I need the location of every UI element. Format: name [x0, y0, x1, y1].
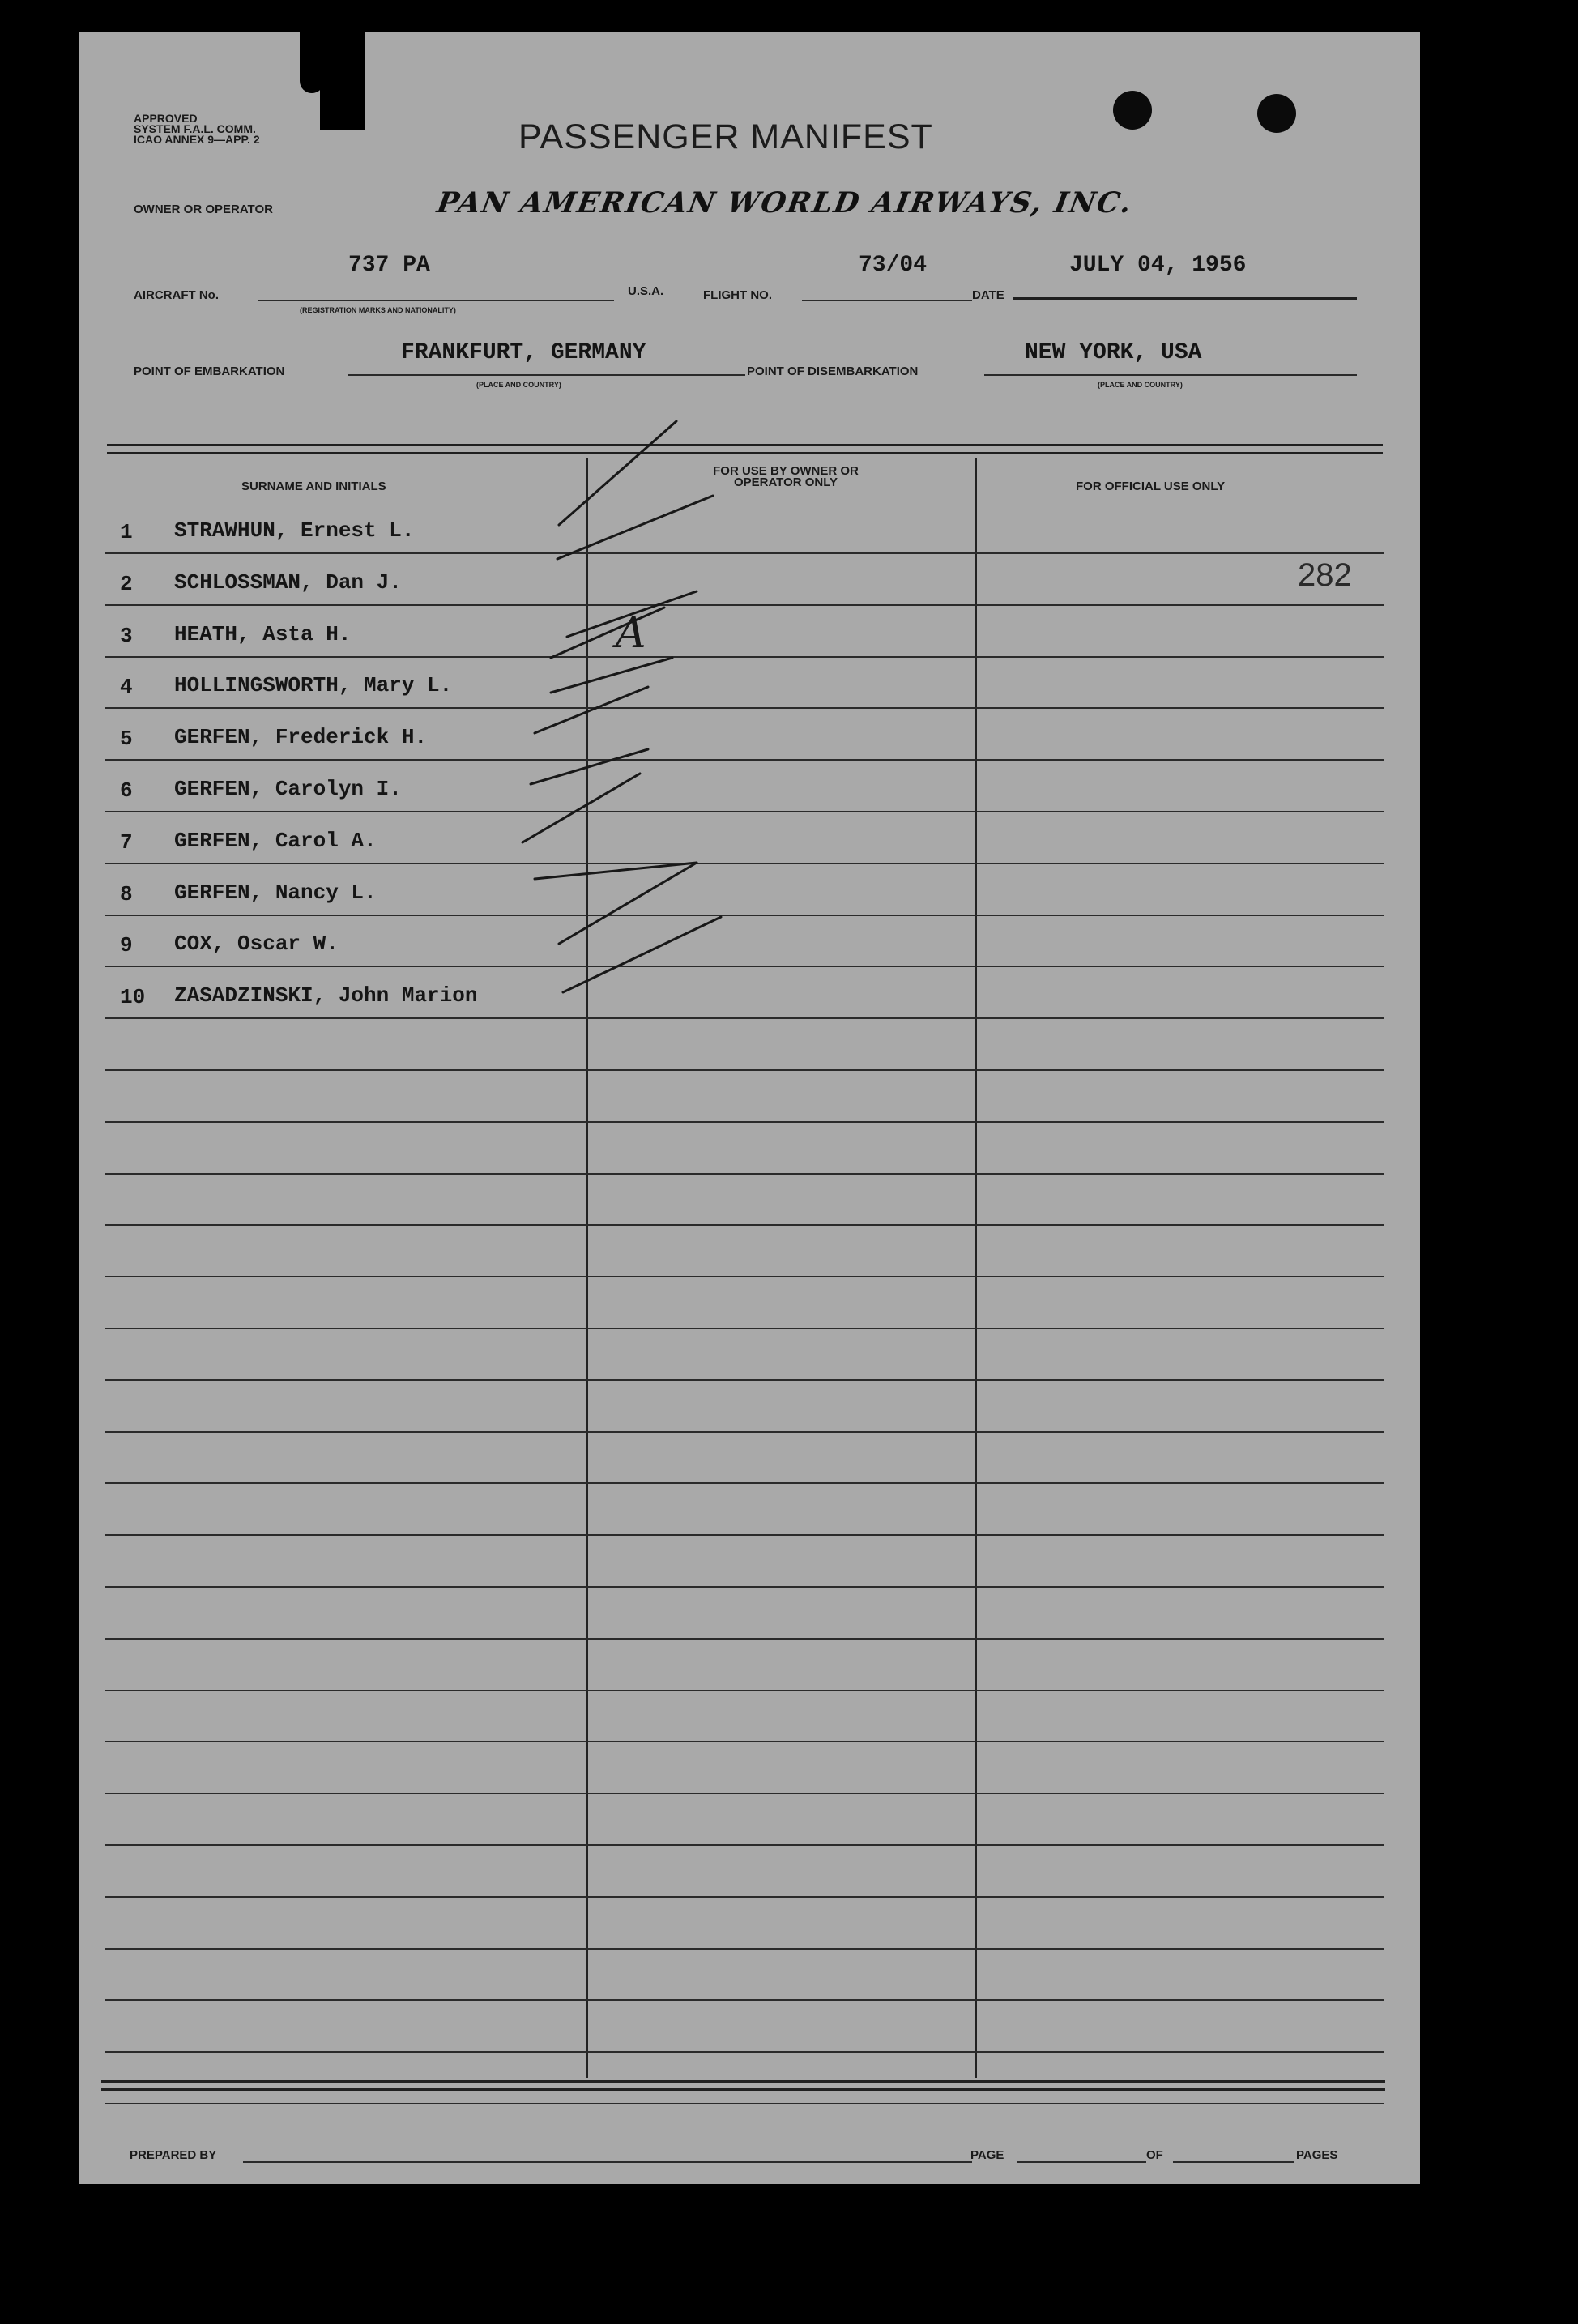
- column-header-official: FOR OFFICIAL USE ONLY: [1076, 480, 1226, 493]
- passenger-name: SCHLOSSMAN, Dan J.: [174, 570, 402, 595]
- row-number: 5: [120, 727, 133, 751]
- row-number: 2: [120, 572, 133, 596]
- check-mark: [551, 608, 664, 658]
- row-number: 1: [120, 520, 133, 544]
- check-mark: [522, 774, 640, 842]
- row-number: 6: [120, 778, 133, 803]
- page-title: PASSENGER MANIFEST: [518, 117, 933, 156]
- row-number: 7: [120, 830, 133, 855]
- prepared-label: PREPARED BY: [130, 2148, 217, 2162]
- disembark-value: NEW YORK, USA: [1025, 340, 1202, 365]
- of-label: OF: [1146, 2148, 1163, 2162]
- of-underline: [1173, 2161, 1294, 2163]
- disembark-place-note: (PLACE AND COUNTRY): [1098, 381, 1183, 389]
- row-number: 8: [120, 882, 133, 906]
- passenger-name: GERFEN, Nancy L.: [174, 881, 377, 905]
- passenger-name: COX, Oscar W.: [174, 932, 339, 956]
- flight-value: 73/04: [859, 253, 928, 278]
- usa-label: U.S.A.: [628, 284, 664, 298]
- check-mark: [559, 421, 676, 525]
- row-number: 3: [120, 624, 133, 648]
- page-label: PAGE: [970, 2148, 1004, 2162]
- row-number: 4: [120, 675, 133, 699]
- check-mark: [535, 687, 648, 733]
- approval-line: APPROVED: [134, 112, 198, 125]
- passenger-name: GERFEN, Carol A.: [174, 829, 377, 853]
- prepared-underline: [243, 2161, 972, 2163]
- check-mark: [551, 658, 672, 693]
- pages-label: PAGES: [1296, 2148, 1338, 2162]
- passenger-name: HEATH, Asta H.: [174, 622, 352, 646]
- column-header-surname: SURNAME AND INITIALS: [241, 480, 386, 493]
- passenger-name: GERFEN, Frederick H.: [174, 725, 428, 749]
- approval-line: ICAO ANNEX 9—APP. 2: [134, 133, 260, 146]
- official-mark: 282: [1298, 557, 1352, 593]
- aircraft-value: 737 PA: [348, 253, 430, 278]
- approval-line: SYSTEM F.A.L. COMM.: [134, 122, 256, 135]
- embark-value: FRANKFURT, GERMANY: [401, 340, 646, 365]
- date-label: DATE: [972, 288, 1004, 302]
- passenger-name: STRAWHUN, Ernest L.: [174, 518, 415, 543]
- row-number: 9: [120, 933, 133, 957]
- owner-label: OWNER OR OPERATOR: [134, 203, 273, 216]
- passenger-name: GERFEN, Carolyn I.: [174, 777, 402, 801]
- registration-note: (REGISTRATION MARKS AND NATIONALITY): [300, 306, 456, 314]
- date-value: JULY 04, 1956: [1069, 253, 1247, 278]
- page-underline: [1017, 2161, 1146, 2163]
- embark-place-note: (PLACE AND COUNTRY): [476, 381, 561, 389]
- row-number: 10: [120, 985, 146, 1009]
- disembark-label: POINT OF DISEMBARKATION: [747, 365, 919, 378]
- embark-label: POINT OF EMBARKATION: [134, 365, 285, 378]
- passenger-name: HOLLINGSWORTH, Mary L.: [174, 673, 453, 697]
- row3-mark: A: [616, 609, 646, 658]
- passenger-name: ZASADZINSKI, John Marion: [174, 983, 478, 1008]
- column-header-owner: FOR USE BY OWNER OR OPERATOR ONLY: [713, 464, 859, 489]
- flight-label: FLIGHT NO.: [703, 288, 772, 302]
- aircraft-label: AIRCRAFT No.: [134, 288, 219, 302]
- operator-name: PAN AMERICAN WORLD AIRWAYS, INC.: [434, 186, 1136, 220]
